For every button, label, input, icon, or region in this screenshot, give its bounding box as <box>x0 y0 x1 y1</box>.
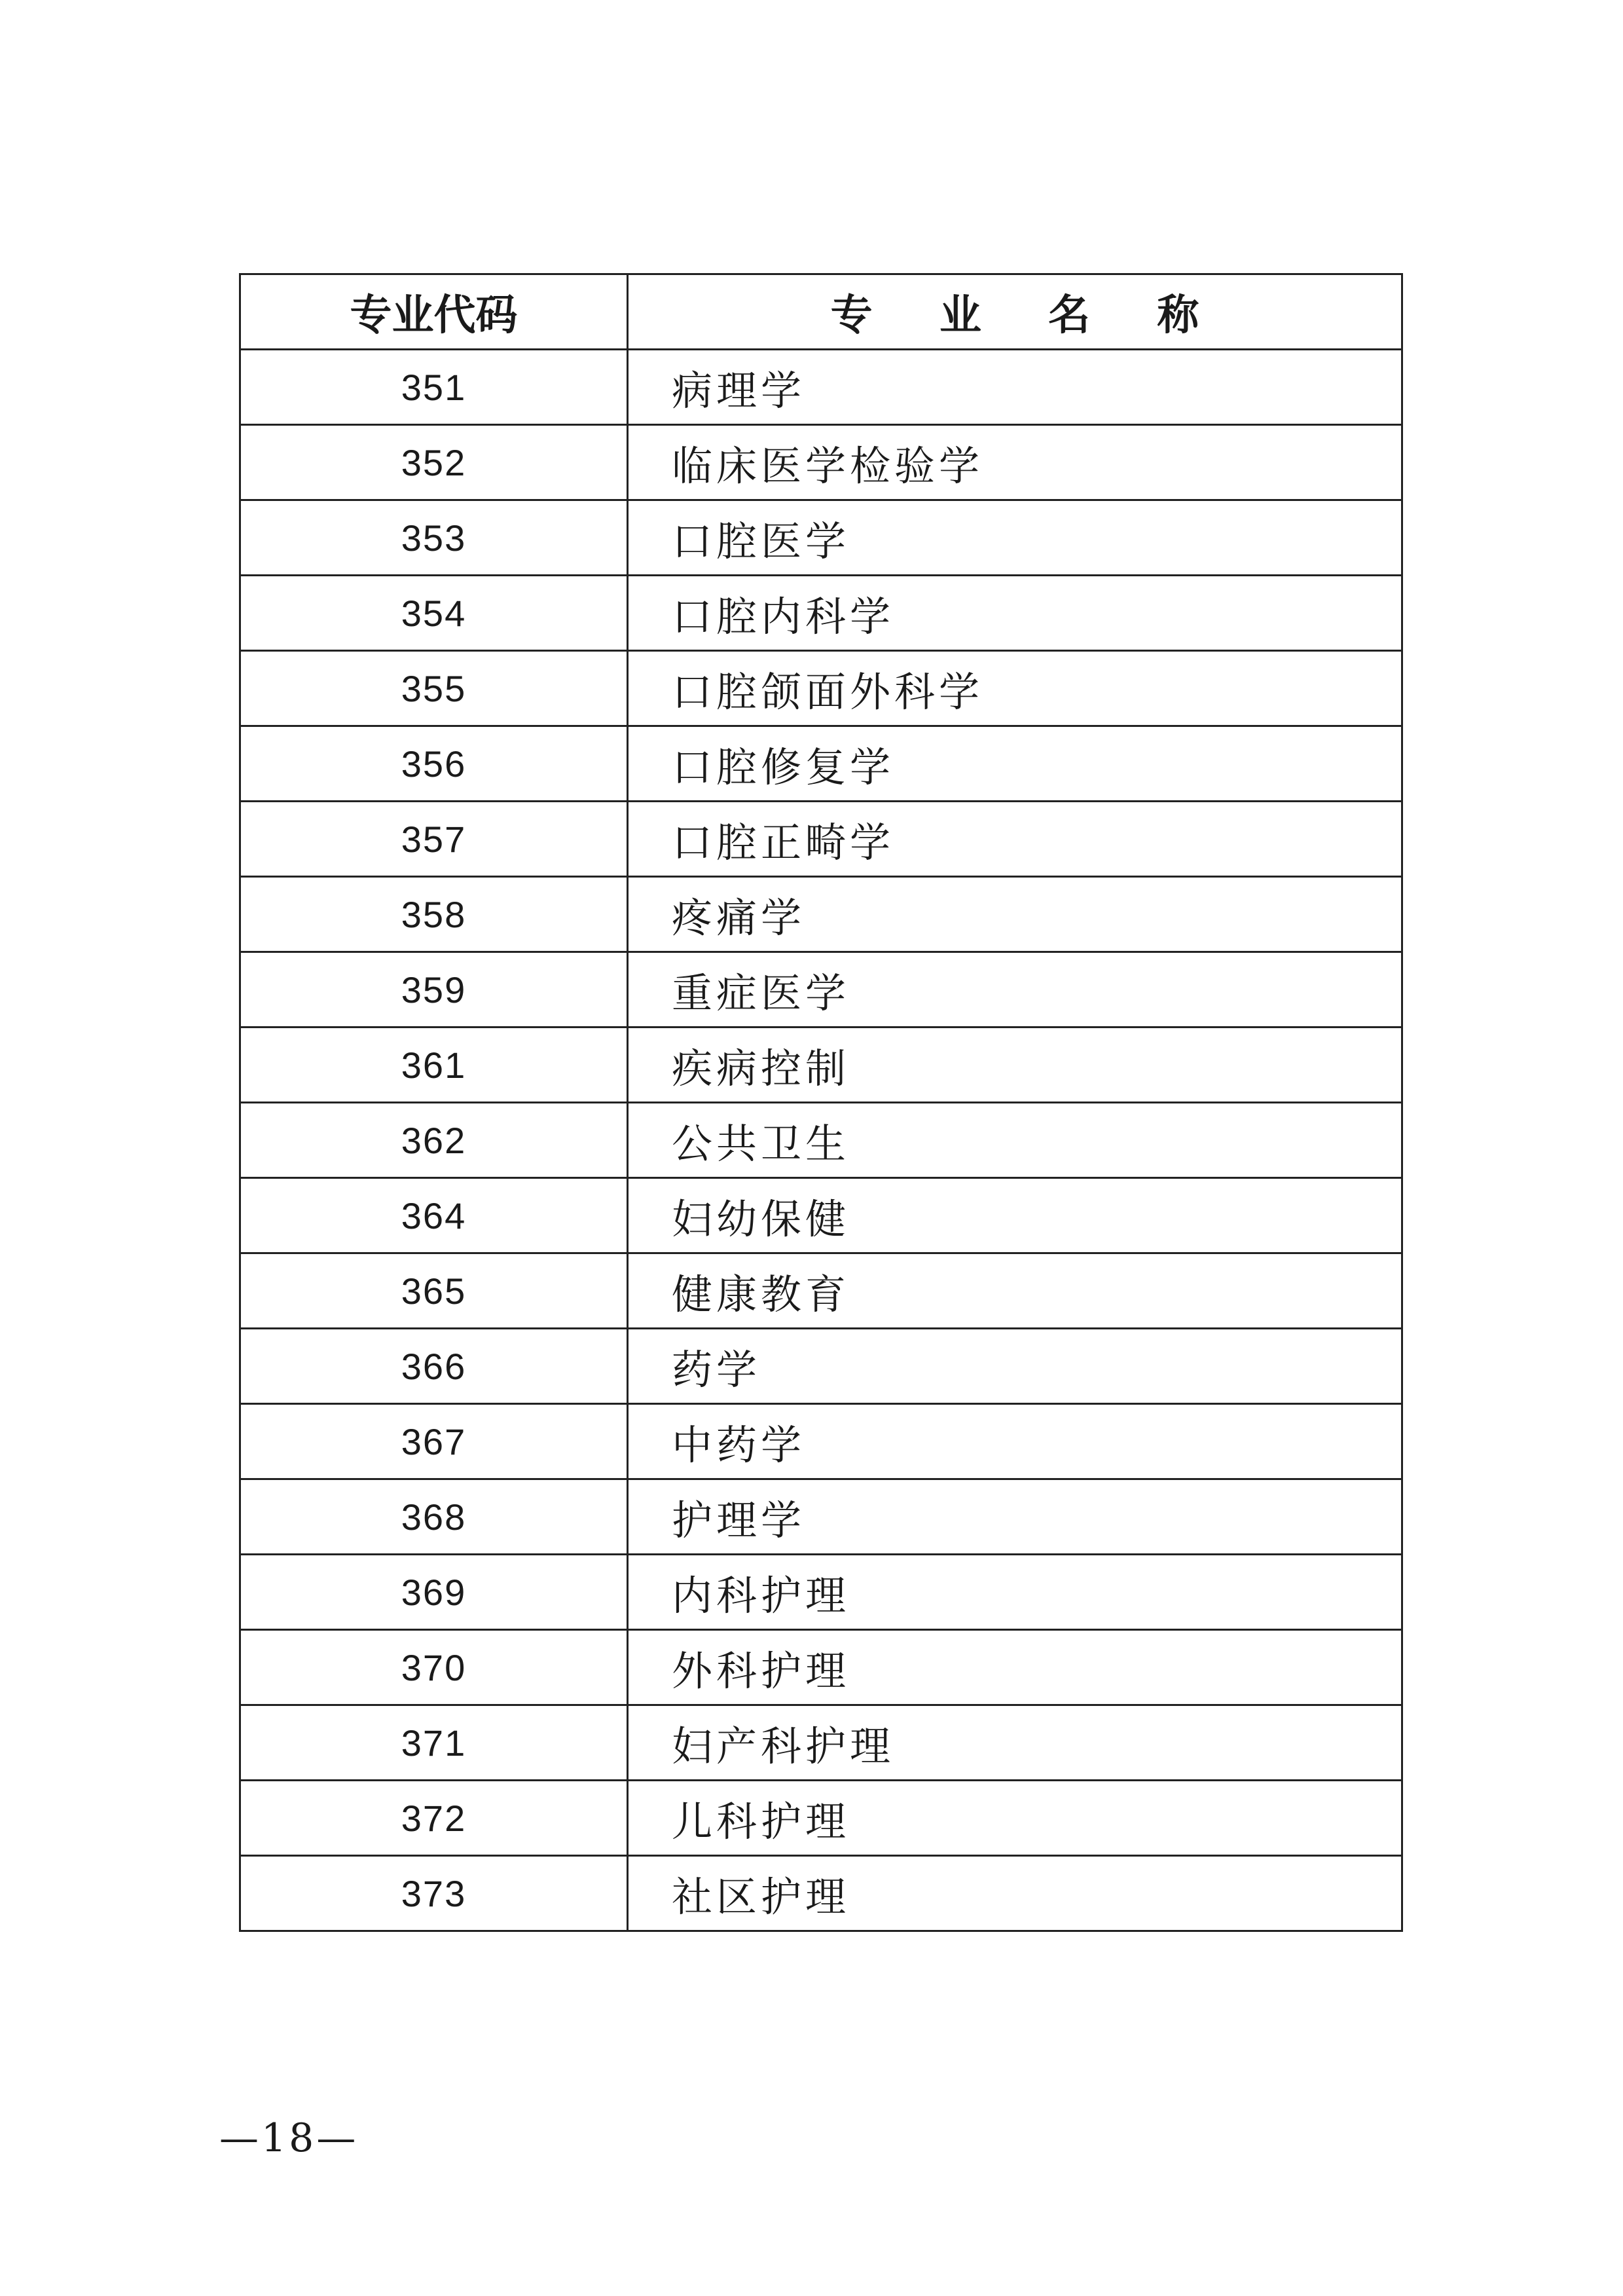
major-code-cell: 373 <box>240 1856 628 1931</box>
major-code-cell: 366 <box>240 1329 628 1404</box>
table-row <box>240 877 1402 952</box>
major-code-cell: 354 <box>240 576 628 651</box>
major-name-cell: 病理学 <box>628 350 1402 425</box>
major-name-cell: 药学 <box>628 1329 1402 1404</box>
table-row <box>240 726 1402 802</box>
major-code-cell: 364 <box>240 1178 628 1253</box>
major-name-cell: 口腔内科学 <box>628 576 1402 651</box>
table-row <box>240 1329 1402 1404</box>
major-code-cell: 351 <box>240 350 628 425</box>
major-name-cell: 外科护理 <box>628 1630 1402 1705</box>
major-name-cell: 护理学 <box>628 1479 1402 1555</box>
major-code-table <box>239 273 1403 1932</box>
major-name-cell: 健康教育 <box>628 1253 1402 1329</box>
major-name-cell: 社区护理 <box>628 1856 1402 1931</box>
table-row <box>240 1178 1402 1253</box>
major-code-cell: 365 <box>240 1253 628 1329</box>
major-name-cell: 疼痛学 <box>628 877 1402 952</box>
major-code-cell: 355 <box>240 651 628 726</box>
major-code-cell: 369 <box>240 1555 628 1630</box>
major-code-cell: 372 <box>240 1781 628 1856</box>
major-code-cell: 371 <box>240 1705 628 1781</box>
major-name-cell: 口腔颌面外科学 <box>628 651 1402 726</box>
header-major-name: 专 业 名 称 <box>628 274 1402 350</box>
major-code-cell: 361 <box>240 1028 628 1103</box>
table-row <box>240 576 1402 651</box>
table-row <box>240 500 1402 576</box>
table-row <box>240 1705 1402 1781</box>
major-code-cell: 353 <box>240 500 628 576</box>
major-name-cell: 妇产科护理 <box>628 1705 1402 1781</box>
table-row <box>240 1103 1402 1178</box>
major-code-cell: 359 <box>240 952 628 1028</box>
major-code-cell: 368 <box>240 1479 628 1555</box>
table-row <box>240 1404 1402 1479</box>
major-code-cell: 358 <box>240 877 628 952</box>
major-name-cell: 疾病控制 <box>628 1028 1402 1103</box>
major-name-cell: 口腔医学 <box>628 500 1402 576</box>
major-name-cell: 重症医学 <box>628 952 1402 1028</box>
major-code-cell: 370 <box>240 1630 628 1705</box>
major-name-cell: 儿科护理 <box>628 1781 1402 1856</box>
table-row <box>240 425 1402 500</box>
table-row <box>240 1630 1402 1705</box>
major-code-cell: 352 <box>240 425 628 500</box>
header-major-code: 专业代码 <box>240 274 628 350</box>
table-row <box>240 1479 1402 1555</box>
page-number: —18— <box>219 2115 359 2161</box>
major-code-cell: 367 <box>240 1404 628 1479</box>
major-name-cell: 中药学 <box>628 1404 1402 1479</box>
table-row <box>240 1555 1402 1630</box>
table-row <box>240 350 1402 425</box>
table-row <box>240 1781 1402 1856</box>
major-code-cell: 362 <box>240 1103 628 1178</box>
table-row <box>240 802 1402 877</box>
table-body <box>240 350 1402 1931</box>
table-header-row <box>240 274 1402 350</box>
table-row <box>240 1253 1402 1329</box>
table-row <box>240 1856 1402 1931</box>
table-row <box>240 952 1402 1028</box>
major-code-cell: 357 <box>240 802 628 877</box>
major-name-cell: 口腔修复学 <box>628 726 1402 802</box>
major-name-cell: 内科护理 <box>628 1555 1402 1630</box>
major-name-cell: 口腔正畸学 <box>628 802 1402 877</box>
major-name-cell: 妇幼保健 <box>628 1178 1402 1253</box>
major-name-cell: 临床医学检验学 <box>628 425 1402 500</box>
table-row <box>240 651 1402 726</box>
table-row <box>240 1028 1402 1103</box>
major-code-cell: 356 <box>240 726 628 802</box>
major-name-cell: 公共卫生 <box>628 1103 1402 1178</box>
